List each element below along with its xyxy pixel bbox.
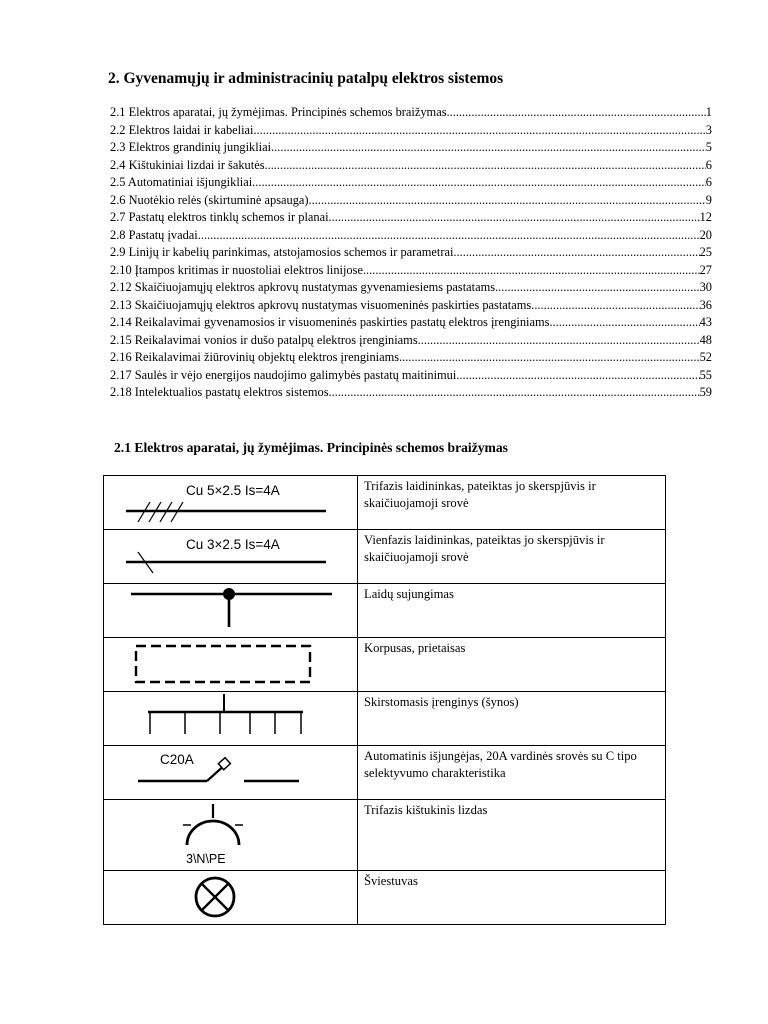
table-row [104,476,666,530]
symbol-cell [104,746,358,800]
symbol-label: 3\N\PE [186,852,226,866]
toc-item[interactable] [110,297,712,315]
toc-item[interactable] [110,314,712,332]
toc-item-page: 5 [705,140,712,154]
luminaire-icon [104,871,357,924]
distribution-busbar-icon [104,692,357,745]
toc-item-title: 2.4 Kištukiniai lizdai ir šakutės [110,157,265,172]
table-row [104,871,666,925]
toc-item-title: 2.6 Nuotėkio relės (skirtuminė apsauga) [110,192,309,207]
toc-item-title: 2.5 Automatiniai išjungikliai [110,175,253,189]
symbol-label: C20A [160,752,194,767]
symbol-cell [104,800,358,871]
toc-leader-dots [309,192,706,210]
toc-leader-dots [363,262,700,280]
toc-item-page: 52 [699,350,712,364]
toc-item-title: 2.2 Elektros laidai ir kabeliai [110,122,254,137]
table-of-contents [110,104,712,402]
toc-leader-dots [252,174,706,192]
toc-leader-dots [418,332,700,350]
table-row [104,746,666,800]
toc-item-title: 2.3 Elektros grandinių jungikliai [110,140,272,154]
toc-item-title: 2.16 Reikalavimai žiūrovinių objektų elektros įrenginiams [110,350,400,364]
toc-item[interactable] [110,262,712,280]
toc-item[interactable] [110,209,712,227]
toc-leader-dots [271,139,706,157]
toc-leader-dots [495,279,700,297]
toc-leader-dots [329,209,700,227]
symbol-description: Trifazis kištukinis lizdas [358,800,666,871]
table-row [104,530,666,584]
toc-leader-dots [456,367,699,385]
toc-item-title: 2.18 Intelektualios pastatų elektros sistemos [110,385,329,399]
toc-item[interactable] [110,122,712,140]
toc-item-title: 2.1 Elektros aparatai, jų žymėjimas. Principinės schemos braižymas [110,105,447,119]
table-row [104,692,666,746]
toc-item-title: 2.14 Reikalavimai gyvenamosios ir visuomeninės paskirties pastatų elektros įrenginiams [110,315,550,329]
toc-item-page: 36 [699,297,712,312]
symbol-cell [104,584,358,638]
toc-item-title: 2.8 Pastatų įvadai [110,227,198,242]
toc-item-title: 2.17 Saulės ir vėjo energijos naudojimo galimybės pastatų maitinimui [110,367,457,382]
wire-junction-icon [104,584,357,637]
toc-item-page: 25 [699,245,712,259]
toc-item[interactable] [110,139,712,157]
symbol-label: Cu 5×2.5 Is=4A [186,483,280,498]
symbol-description: Korpusas, prietaisas [358,638,666,692]
toc-leader-dots [399,349,700,367]
symbol-cell [104,638,358,692]
symbol-description: Šviestuvas [358,871,666,925]
symbol-description: Automatinis išjungėjas, 20A vardinės srovės su C tipo selektyvumo charakteristika [358,746,666,800]
chapter-title: 2. Gyvenamųjų ir administracinių patalpų elektros sistemos [108,70,504,87]
toc-item-page: 27 [699,262,712,277]
toc-leader-dots [453,244,699,262]
toc-item-page: 6 [705,175,712,189]
toc-item-page: 43 [699,315,712,329]
toc-item[interactable] [110,367,712,385]
toc-item[interactable] [110,244,712,262]
toc-item[interactable] [110,332,712,350]
toc-leader-dots [253,122,705,140]
toc-item[interactable] [110,174,712,192]
symbol-cell [104,692,358,746]
toc-leader-dots [329,384,700,402]
toc-item-page: 20 [699,227,712,242]
symbol-cell [104,530,358,584]
toc-item-title: 2.7 Pastatų elektros tinklų schemos ir planai [110,210,329,224]
section-title: 2.1 Elektros aparatai, jų žymėjimas. Principinės schemos braižymas [114,440,508,455]
toc-item[interactable] [110,192,712,210]
symbol-cell [104,476,358,530]
toc-item-page: 3 [705,122,712,137]
toc-leader-dots [265,157,706,175]
table-row [104,584,666,638]
toc-item[interactable] [110,227,712,245]
toc-leader-dots [549,314,699,332]
three-phase-conductor-icon [104,476,357,529]
enclosure-icon [104,638,357,691]
symbol-description: Vienfazis laidininkas, pateiktas jo skerspjūvis ir skaičiuojamoji srovė [358,530,666,584]
toc-item-title: 2.9 Linijų ir kabelių parinkimas, atstojamosios schemos ir parametrai [110,245,454,259]
toc-item-page: 1 [705,105,712,119]
toc-item-title: 2.15 Reikalavimai vonios ir dušo patalpų elektros įrenginiams [110,332,418,347]
toc-leader-dots [531,297,699,315]
symbol-description: Skirstomasis įrenginys (šynos) [358,692,666,746]
toc-item-page: 9 [705,192,712,207]
toc-item-page: 59 [699,385,712,399]
toc-item[interactable] [110,349,712,367]
toc-item-page: 6 [705,157,712,172]
toc-leader-dots [447,104,706,122]
toc-item[interactable] [110,384,712,402]
symbol-label: Cu 3×2.5 Is=4A [186,537,280,552]
toc-item[interactable] [110,157,712,175]
toc-item-title: 2.10 Įtampos kritimas ir nuostoliai elektros linijose [110,262,363,277]
toc-item-page: 55 [699,367,712,382]
toc-item-page: 30 [699,280,712,294]
circuit-breaker-icon [104,746,357,799]
toc-leader-dots [198,227,700,245]
toc-item-page: 48 [699,332,712,347]
table-row [104,638,666,692]
single-phase-conductor-icon [104,530,357,583]
toc-item[interactable] [110,279,712,297]
toc-item-title: 2.12 Skaičiuojamųjų elektros apkrovų nustatymas gyvenamiesiems pastatams [110,280,496,294]
symbol-description: Trifazis laidininkas, pateiktas jo skerspjūvis ir skaičiuojamoji srovė [358,476,666,530]
symbol-cell [104,871,358,925]
table-row [104,800,666,871]
toc-item-title: 2.13 Skaičiuojamųjų elektros apkrovų nustatymas visuomeninės paskirties pastatams [110,297,532,312]
symbols-table [103,475,666,925]
toc-item-page: 12 [699,210,712,224]
toc-item[interactable] [110,104,712,122]
symbol-description: Laidų sujungimas [358,584,666,638]
three-phase-socket-icon [104,800,357,870]
